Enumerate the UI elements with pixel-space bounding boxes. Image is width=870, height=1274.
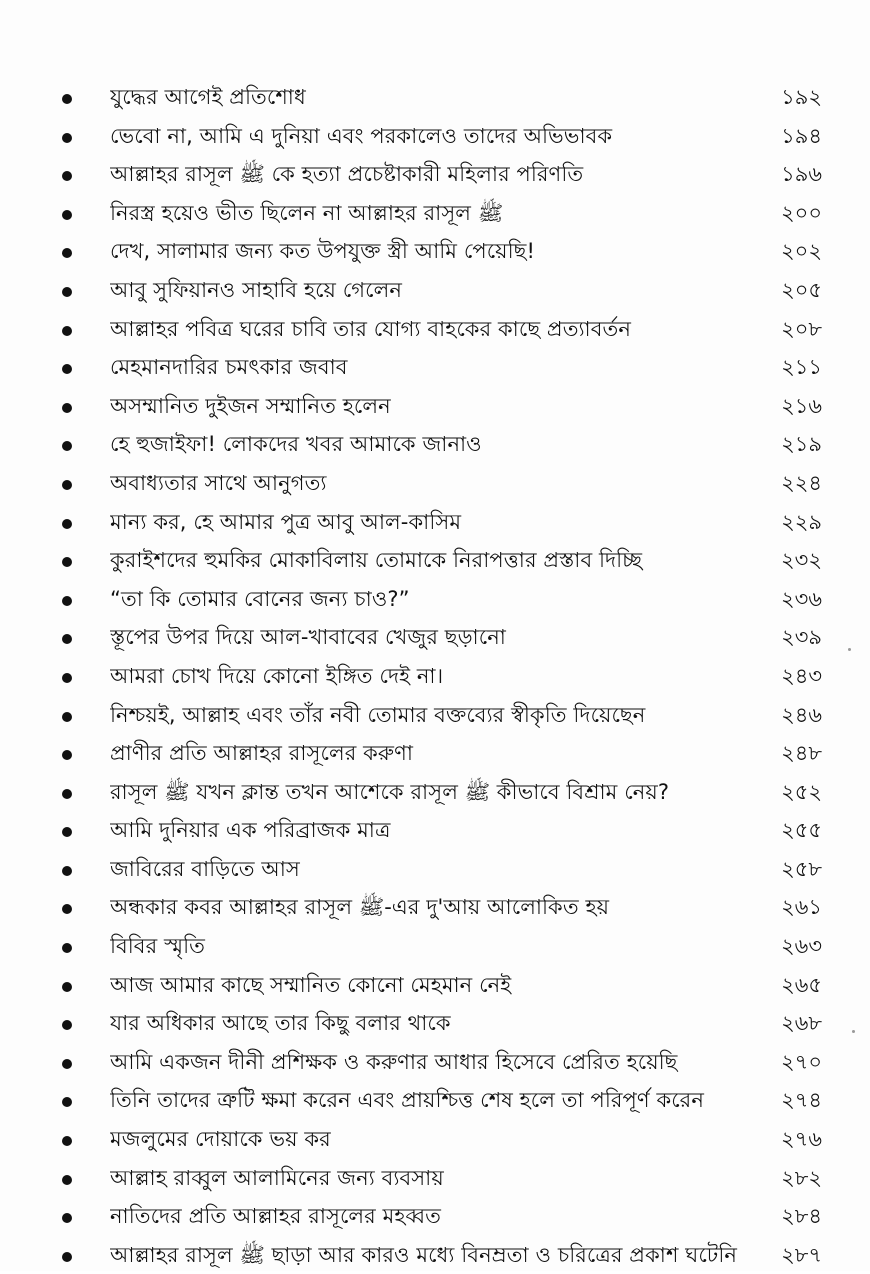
toc-entry	[0, 657, 870, 696]
toc-entry-title: ভেবো না, আমি এ দুনিয়া এবং পরকালেও তাদের অভিভাবক	[110, 123, 613, 148]
toc-entry-title: বিবির স্মৃতি	[110, 934, 206, 959]
bullet-icon	[62, 94, 72, 104]
toc-entry-page-number: ২৫৮	[781, 856, 822, 881]
bullet-icon	[62, 673, 72, 683]
toc-entry-title: আবু সুফিয়ানও সাহাবি হয়ে গেলেন	[110, 277, 402, 302]
bullet-icon	[62, 866, 72, 876]
toc-entry-title: অন্ধকার কবর আল্লাহর রাসূল ﷺ-এর দু'আয় আলোকিত হয়	[110, 895, 610, 920]
toc-entry-title: প্রাণীর প্রতি আল্লাহর রাসূলের করুণা	[110, 741, 414, 766]
toc-entry	[0, 850, 870, 889]
toc-entry	[0, 425, 870, 464]
toc-entry-page-number: ২১১	[781, 355, 822, 380]
toc-entry-page-number: ২০৮	[781, 316, 822, 341]
toc-entry-page-number: ২৮৪	[781, 1204, 822, 1229]
bullet-icon	[62, 171, 72, 181]
bullet-icon	[62, 827, 72, 837]
bullet-icon	[62, 403, 72, 413]
toc-entry-title: কুরাইশদের হুমকির মোকাবিলায় তোমাকে নিরাপত্তার প্রস্তাব দিচ্ছি	[110, 548, 643, 573]
bullet-icon	[62, 943, 72, 953]
bullet-icon	[62, 1059, 72, 1069]
toc-entry-page-number: ২১৬	[781, 393, 822, 418]
toc-entry-title: মেহমানদারির চমৎকার জবাব	[110, 355, 348, 380]
bullet-icon	[62, 287, 72, 297]
toc-entry-page-number: ২৪৬	[781, 702, 822, 727]
toc-entry-title: আমি দুনিয়ার এক পরিব্রাজক মাত্র	[110, 818, 391, 843]
toc-entry-page-number: ২৭০	[781, 1049, 822, 1074]
paper-speck	[848, 648, 851, 651]
toc-entry	[0, 348, 870, 387]
paper-speck	[852, 1030, 855, 1033]
toc-entry-page-number: ১৯২	[781, 85, 822, 109]
toc-entry-title: আমি একজন দীনী প্রশিক্ষক ও করুণার আধার হিসেবে প্রেরিত হয়েছি	[110, 1049, 678, 1074]
toc-entry	[0, 1236, 870, 1274]
toc-entry	[0, 966, 870, 1005]
toc-entry-page-number: ২৪৩	[781, 663, 822, 688]
toc-entry	[0, 464, 870, 503]
toc-entry-page-number: ২১৯	[781, 432, 822, 457]
toc-entry-title: আল্লাহর রাসূল ﷺ কে হত্যা প্রচেষ্টাকারী মহিলার পরিণতি	[110, 162, 584, 187]
toc-entry-title: যুদ্ধের আগেই প্রতিশোধ	[110, 85, 306, 109]
toc-entry-page-number: ২৩২	[781, 548, 822, 573]
toc-entry-title: নিশ্চয়ই, আল্লাহ এবং তাঁর নবী তোমার বক্তব্যের স্বীকৃতি দিয়েছেন	[110, 702, 646, 727]
toc-entry-page-number: ১৯৬	[781, 162, 822, 187]
bullet-icon	[62, 712, 72, 722]
toc-entry-page-number: ২৮২	[781, 1165, 822, 1190]
toc-entry	[0, 1159, 870, 1198]
toc-entry-page-number: ২৭৬	[781, 1127, 822, 1152]
toc-entry	[0, 310, 870, 349]
toc-entry-page-number: ২০২	[781, 239, 822, 264]
toc-entry-title: আল্লাহর রাসূল ﷺ ছাড়া আর কারও মধ্যে বিনম্রতা ও চরিত্রের প্রকাশ ঘটেনি	[110, 1242, 737, 1267]
toc-entry-page-number: ২৮৭	[781, 1242, 822, 1267]
toc-entry-page-number: ২৪৮	[781, 741, 822, 766]
toc-entry-title: জাবিরের বাড়িতে আস	[110, 856, 300, 881]
bullet-icon	[62, 364, 72, 374]
toc-entry	[0, 503, 870, 542]
toc-entry-page-number: ২৬৫	[781, 972, 822, 997]
toc-entry-title: আল্লাহর পবিত্র ঘরের চাবি তার যোগ্য বাহকের কাছে প্রত্যাবর্তন	[110, 316, 632, 341]
toc-entry-page-number: ২৬৩	[781, 934, 822, 959]
toc-entry	[0, 696, 870, 735]
toc-entry-page-number: ২২৯	[781, 509, 822, 534]
toc-entry-title: নিরস্ত্র হয়েও ভীত ছিলেন না আল্লাহর রাসূল ﷺ	[110, 200, 504, 225]
toc-entry-page-number: ২০৫	[781, 277, 822, 302]
toc-entry-title: রাসূল ﷺ যখন ক্লান্ত তখন আশেকে রাসূল ﷺ কীভাবে বিশ্রাম নেয়?	[110, 779, 670, 804]
bullet-icon	[62, 519, 72, 529]
toc-entry-title: মান্য কর, হে আমার পুত্র আবু আল-কাসিম	[110, 509, 462, 534]
bullet-icon	[62, 1213, 72, 1223]
toc-entry-title: নাতিদের প্রতি আল্লাহর রাসূলের মহব্বত	[110, 1204, 442, 1229]
bullet-icon	[62, 557, 72, 567]
bullet-icon	[62, 904, 72, 914]
bullet-icon	[62, 1097, 72, 1107]
toc-entry-page-number: ২৩৯	[781, 625, 822, 650]
toc-entry	[0, 927, 870, 966]
bullet-icon	[62, 1175, 72, 1185]
toc-entry	[0, 580, 870, 619]
toc-entry-page-number: ২৭৪	[781, 1088, 822, 1113]
bullet-icon	[62, 248, 72, 258]
toc-entry-page-number: ২৬৮	[781, 1011, 822, 1036]
toc-entry-page-number: ২২৪	[781, 470, 822, 495]
toc-entry	[0, 1004, 870, 1043]
toc-entry	[0, 618, 870, 657]
toc-entry	[0, 117, 870, 156]
toc-entry-title: স্তূপের উপর দিয়ে আল-খাবাবের খেজুর ছড়ানো	[110, 625, 506, 650]
toc-entry-page-number: ১৯৪	[781, 123, 822, 148]
toc-entry-title: অসম্মানিত দুইজন সম্মানিত হলেন	[110, 393, 391, 418]
bullet-icon	[62, 634, 72, 644]
toc-entry	[0, 155, 870, 194]
toc-entry-page-number: ২০০	[781, 200, 822, 225]
toc-entry-title: আমরা চোখ দিয়ে কোনো ইঙ্গিত দেই না।	[110, 663, 444, 688]
toc-entry	[0, 194, 870, 233]
toc-entry	[0, 1081, 870, 1120]
toc-entry	[0, 541, 870, 580]
bullet-icon	[62, 441, 72, 451]
toc-entry	[0, 888, 870, 927]
toc-entry-title: আজ আমার কাছে সম্মানিত কোনো মেহমান নেই	[110, 972, 512, 997]
toc-entry	[0, 78, 870, 117]
bullet-icon	[62, 1252, 72, 1262]
toc-entry	[0, 734, 870, 773]
toc-entry-title: আল্লাহ রাব্বুল আলামিনের জন্য ব্যবসায়	[110, 1165, 444, 1190]
toc-entry-title: হে হুজাইফা! লোকদের খবর আমাকে জানাও	[110, 432, 482, 457]
bullet-icon	[62, 982, 72, 992]
bullet-icon	[62, 1136, 72, 1146]
bullet-icon	[62, 133, 72, 143]
bullet-icon	[62, 1020, 72, 1030]
toc-entry-title: অবাধ্যতার সাথে আনুগত্য	[110, 470, 327, 495]
toc-entry	[0, 387, 870, 426]
table-of-contents	[0, 78, 870, 1274]
toc-entry-title: “তা কি তোমার বোনের জন্য চাও?”	[110, 586, 410, 611]
toc-entry	[0, 1043, 870, 1082]
bullet-icon	[62, 750, 72, 760]
toc-entry-title: তিনি তাদের ত্রুটি ক্ষমা করেন এবং প্রায়শ্চিত্ত শেষ হলে তা পরিপূর্ণ করেন	[110, 1088, 704, 1113]
toc-entry-title: দেখ, সালামার জন্য কত উপযুক্ত স্ত্রী আমি পেয়েছি!	[110, 239, 535, 264]
bullet-icon	[62, 789, 72, 799]
toc-entry	[0, 1197, 870, 1236]
toc-entry	[0, 773, 870, 812]
bullet-icon	[62, 210, 72, 220]
toc-entry	[0, 811, 870, 850]
toc-entry	[0, 232, 870, 271]
toc-entry	[0, 1120, 870, 1159]
toc-entry-page-number: ২৩৬	[781, 586, 822, 611]
bullet-icon	[62, 326, 72, 336]
toc-entry-title: যার অধিকার আছে তার কিছু বলার থাকে	[110, 1011, 451, 1036]
bullet-icon	[62, 596, 72, 606]
toc-entry-title: মজলুমের দোয়াকে ভয় কর	[110, 1127, 331, 1152]
toc-entry-page-number: ২৫৫	[781, 818, 822, 843]
toc-entry-page-number: ২৫২	[781, 779, 822, 804]
bullet-icon	[62, 480, 72, 490]
toc-entry	[0, 271, 870, 310]
toc-entry-page-number: ২৬১	[781, 895, 822, 920]
